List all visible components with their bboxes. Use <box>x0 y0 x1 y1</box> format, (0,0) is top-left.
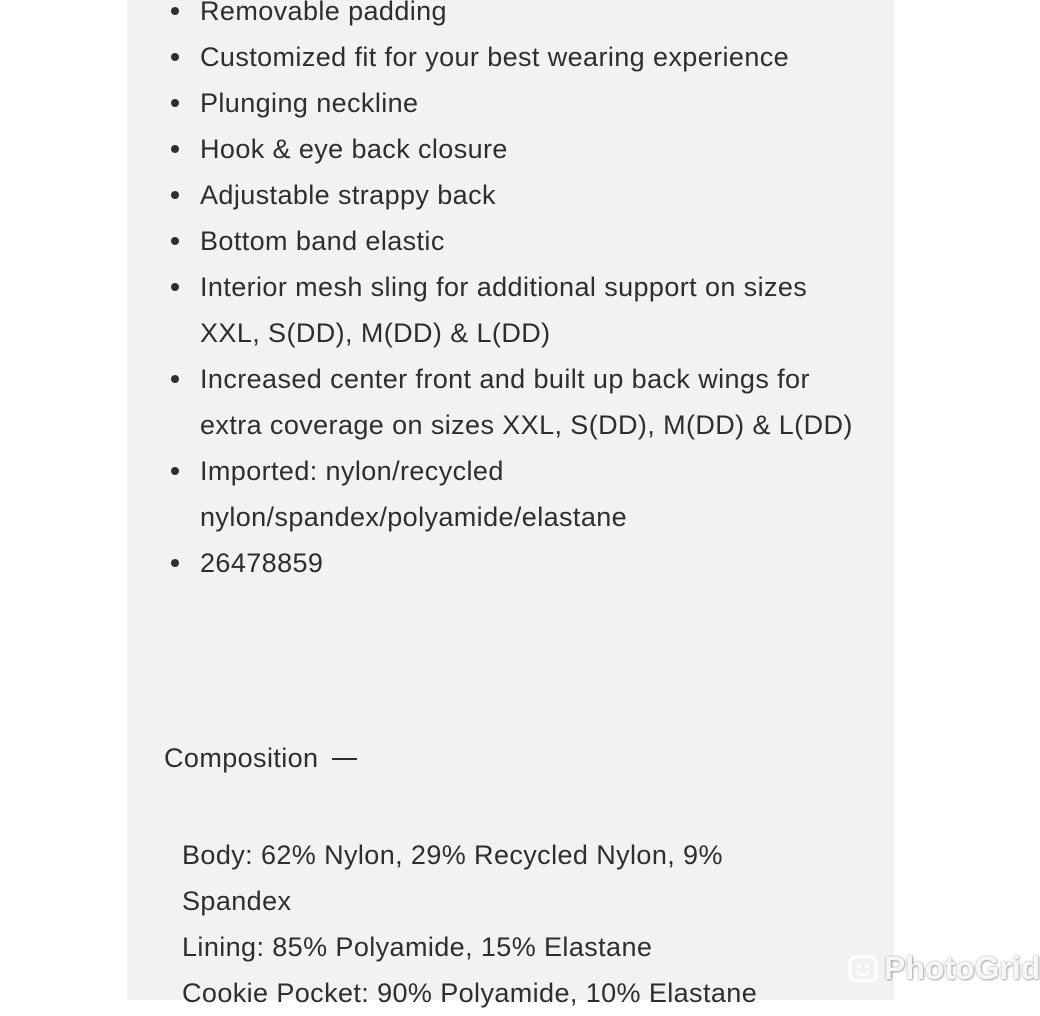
composition-heading-label: Composition <box>164 743 319 773</box>
composition-line: Spandex <box>182 886 292 916</box>
bullet-icon <box>171 7 179 15</box>
feature-text: Imported: nylon/recycled nylon/spandex/polyamide/elastane <box>200 456 628 532</box>
composition-line: Cookie Pocket: 90% Polyamide, 10% Elastane <box>182 978 758 1008</box>
smiley-logo-icon <box>848 954 878 984</box>
feature-text: Interior mesh sling for additional support on sizes XXL, S(DD), M(DD) & L(DD) <box>200 272 808 348</box>
watermark-text: PhotoGrid <box>884 950 1040 986</box>
bullet-icon <box>171 375 179 383</box>
feature-text: Bottom band elastic <box>200 226 445 256</box>
list-item <box>127 126 894 172</box>
bullet-icon <box>171 467 179 475</box>
feature-text: Removable padding <box>200 0 447 26</box>
collapse-dash-icon[interactable] <box>332 758 357 760</box>
bullet-icon <box>171 237 179 245</box>
list-item <box>127 540 894 586</box>
feature-text: Hook & eye back closure <box>200 134 508 164</box>
list-item <box>127 218 894 264</box>
style-number: 26478859 <box>200 548 324 578</box>
bullet-icon <box>171 53 179 61</box>
composition-line: Body: 62% Nylon, 29% Recycled Nylon, 9% <box>182 840 723 870</box>
feature-text: Customized fit for your best wearing experience <box>200 42 790 72</box>
list-item <box>127 448 894 540</box>
feature-text: Increased center front and built up back wings for extra coverage on sizes XXL, S(DD), M(DD) & L(DD) <box>200 364 853 440</box>
list-item <box>127 264 894 356</box>
photogrid-watermark <box>848 950 1040 987</box>
list-item <box>127 34 894 80</box>
bullet-icon <box>171 99 179 107</box>
list-item <box>127 172 894 218</box>
feature-text: Plunging neckline <box>200 88 419 118</box>
list-item <box>127 80 894 126</box>
composition-heading[interactable] <box>164 735 357 781</box>
feature-text: Adjustable strappy back <box>200 180 496 210</box>
bullet-icon <box>171 145 179 153</box>
composition-body <box>182 832 862 1016</box>
composition-line: Lining: 85% Polyamide, 15% Elastane <box>182 932 653 962</box>
list-item <box>127 356 894 448</box>
bullet-icon <box>171 283 179 291</box>
list-item <box>127 0 894 34</box>
bullet-icon <box>171 191 179 199</box>
product-details-panel <box>127 0 894 1008</box>
bullet-icon <box>171 559 179 567</box>
product-features-list <box>127 0 894 586</box>
